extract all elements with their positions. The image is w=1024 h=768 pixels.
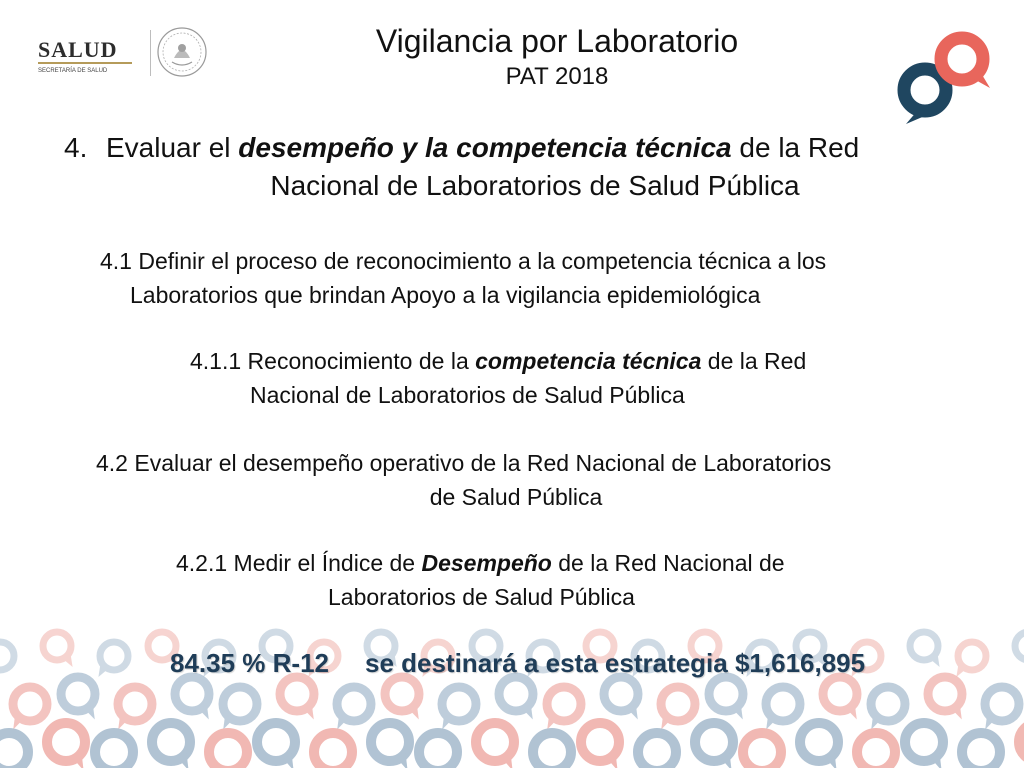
national-seal-icon <box>152 22 212 82</box>
decorative-ring <box>533 733 571 768</box>
decorative-ring <box>905 723 943 768</box>
decorative-ring <box>223 687 257 730</box>
item-4-1-1-line-2: Nacional de Laboratorios de Salud Pública <box>250 382 685 408</box>
decorative-ring <box>0 733 28 768</box>
item-4-line-2: Nacional de Laboratorios de Salud Pública <box>270 170 800 201</box>
logo-divider <box>150 30 151 76</box>
decorative-ring <box>314 733 352 768</box>
page-title: Vigilancia por Laboratorio <box>375 23 739 59</box>
decorative-ring <box>962 733 1000 768</box>
decorative-ring <box>442 687 476 730</box>
decorative-ring <box>98 642 128 677</box>
item-4-1-1-line-1 <box>190 344 806 378</box>
budget-amount: se destinará a esta estrategia $1,616,895 <box>364 648 866 678</box>
decorative-ring <box>910 632 940 667</box>
decorative-ring <box>280 677 314 720</box>
item-4-2-1-emphasis: Desempeño <box>421 550 552 576</box>
item-4-2-1-line-1 <box>176 546 785 580</box>
budget-highlight <box>170 646 865 680</box>
item-4-text-post: de la Red <box>731 132 860 163</box>
salud-logo <box>30 28 142 80</box>
decorative-ring <box>118 687 152 730</box>
decorative-ring <box>871 687 905 730</box>
item-4-text-pre: Evaluar el <box>106 132 239 163</box>
decorative-ring <box>13 687 47 730</box>
item-4-1-1-text-pre: 4.1.1 Reconocimiento de la <box>190 348 476 374</box>
decorative-ring <box>800 723 838 768</box>
decorative-ring <box>95 733 133 768</box>
decorative-ring <box>547 687 581 730</box>
item-4-1-1-text-post: de la Red <box>701 348 807 374</box>
item-4-2-1-line-2: Laboratorios de Salud Pública <box>328 584 635 610</box>
decorative-ring <box>638 733 676 768</box>
decorative-ring <box>709 677 743 720</box>
decorative-ring <box>604 677 638 720</box>
decorative-ring <box>1015 632 1024 667</box>
decorative-ring <box>581 723 619 768</box>
decorative-ring <box>1019 723 1024 768</box>
budget-percentage: 84.35 % R-12 <box>170 648 329 678</box>
decorative-ring <box>43 632 73 667</box>
decorative-ring <box>0 642 14 677</box>
item-4-1-line-2: Laboratorios que brindan Apoyo a la vigilancia epidemiológica <box>130 282 761 308</box>
decorative-ring <box>661 687 695 730</box>
item-4-2-line-1: 4.2 Evaluar el desempeño operativo de la Red Nacional de Laboratorios <box>96 450 832 476</box>
item-4-line-1 <box>106 130 859 166</box>
item-4-2-line-2: de Salud Pública <box>429 484 603 510</box>
decorative-ring <box>152 723 190 768</box>
decorative-ring <box>419 733 457 768</box>
item-4-1-1-emphasis: competencia técnica <box>475 348 702 374</box>
item-4-2-1-text-pre: 4.2.1 Medir el Índice de <box>176 550 422 576</box>
decorative-ring <box>337 687 371 730</box>
decorative-ring <box>371 723 409 768</box>
item-4-2-1-text-post: de la Red Nacional de <box>551 550 785 576</box>
decorative-ring-pattern <box>0 600 1024 768</box>
decorative-ring <box>61 677 95 720</box>
page-subtitle: PAT 2018 <box>505 63 609 90</box>
item-4-1-line-1: 4.1 Definir el proceso de reconocimiento a la competencia técnica a los <box>100 248 827 274</box>
decorative-ring <box>985 687 1019 730</box>
decorative-ring <box>47 723 85 768</box>
decorative-ring <box>695 723 733 768</box>
decorative-ring <box>209 733 247 768</box>
decorative-ring <box>956 642 986 677</box>
decorative-ring <box>499 677 533 720</box>
decorative-ring <box>743 733 781 768</box>
decorative-ring <box>175 677 209 720</box>
salud-logo-tagline: SECRETARÍA DE SALUD <box>38 68 108 74</box>
decorative-ring <box>823 677 857 720</box>
decorative-ring <box>928 677 962 720</box>
item-4-emphasis: desempeño y la competencia técnica <box>238 132 732 163</box>
item-4-number: 4. <box>64 132 88 163</box>
salud-logo-name: SALUD <box>38 37 118 62</box>
decorative-ring <box>385 677 419 720</box>
ring-logo-icon <box>892 24 996 128</box>
decorative-ring <box>766 687 800 730</box>
decorative-ring <box>857 733 895 768</box>
decorative-ring <box>476 723 514 768</box>
decorative-ring <box>257 723 295 768</box>
